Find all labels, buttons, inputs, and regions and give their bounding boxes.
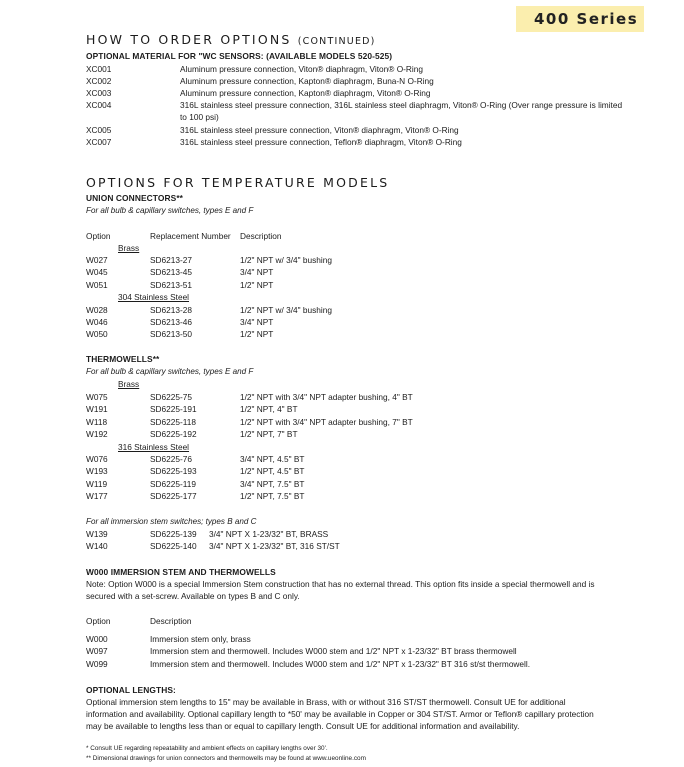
material-desc: 316L stainless steel pressure connection, Viton® diaphragm, Viton® O-Ring bbox=[180, 125, 459, 135]
group-label-brass: Brass bbox=[118, 379, 140, 389]
option-desc: 1/2" NPT bbox=[240, 329, 274, 339]
option-code: W027 bbox=[86, 255, 108, 265]
material-code: XC002 bbox=[86, 76, 112, 86]
option-code: W192 bbox=[86, 429, 108, 439]
material-desc: Aluminum pressure connection, Kapton® diaphragm, Buna-N O-Ring bbox=[180, 76, 434, 86]
series-badge: 400 Series bbox=[516, 6, 644, 32]
group-label-304-ss: 304 Stainless Steel bbox=[118, 292, 190, 302]
thermowells-heading: THERMOWELLS** bbox=[86, 354, 160, 364]
replacement-number: SD6213-46 bbox=[150, 317, 192, 327]
section-title-text: HOW TO ORDER OPTIONS bbox=[86, 32, 292, 47]
option-code: W099 bbox=[86, 659, 108, 669]
replacement-number: SD6213-50 bbox=[150, 329, 192, 339]
footnote-1: * Consult UE regarding repeatability and ambient effects on capillary lengths over 30'. bbox=[86, 745, 328, 752]
optional-lengths-heading: OPTIONAL LENGTHS: bbox=[86, 685, 176, 695]
replacement-number: SD6225-76 bbox=[150, 454, 192, 464]
replacement-number: SD6225-193 bbox=[150, 466, 197, 476]
option-code: W119 bbox=[86, 479, 108, 489]
col-description-header: Description bbox=[240, 231, 282, 241]
optional-material-heading: OPTIONAL MATERIAL FOR "WC SENSORS: (AVAILABLE MODELS 520-525) bbox=[86, 51, 393, 61]
option-desc: Immersion stem and thermowell. Includes W000 stem and 1/2" NPT x 1-23/32" BT brass thermowell bbox=[150, 646, 517, 656]
replacement-number: SD6225-192 bbox=[150, 429, 197, 439]
replacement-number: SD6213-51 bbox=[150, 280, 192, 290]
option-desc: 1/2" NPT, 4.5" BT bbox=[240, 466, 305, 476]
material-code: XC003 bbox=[86, 88, 112, 98]
material-desc: 316L stainless steel pressure connection, 316L stainless steel diaphragm, Viton® O-Ring (Over range pressure is limited bbox=[180, 100, 623, 110]
option-code: W177 bbox=[86, 491, 108, 501]
replacement-number: SD6213-28 bbox=[150, 305, 192, 315]
optional-lengths-line2: information and availability. Optional capillary length to *50' may be available in Copper or 304 ST/ST. Armor or Teflon® capillary protection bbox=[86, 709, 594, 719]
w000-heading: W000 IMMERSION STEM AND THERMOWELLS bbox=[86, 567, 276, 577]
material-code: XC004 bbox=[86, 100, 112, 110]
option-code: W075 bbox=[86, 392, 108, 402]
replacement-number: SD6225-140 bbox=[150, 541, 197, 551]
option-code: W139 bbox=[86, 529, 108, 539]
option-desc: 3/4" NPT bbox=[240, 317, 274, 327]
col-description-header: Description bbox=[150, 616, 192, 626]
w000-note-line1: Note: Option W000 is a special Immersion Stem construction that has no external thread. This option fits inside a special thermowell and is bbox=[86, 579, 595, 589]
option-code: W118 bbox=[86, 417, 108, 427]
replacement-number: SD6225-191 bbox=[150, 404, 197, 414]
option-desc: 3/4" NPT X 1-23/32" BT, 316 ST/ST bbox=[209, 541, 340, 551]
group-label-316-ss: 316 Stainless Steel bbox=[118, 442, 190, 452]
option-desc: 1/2" NPT, 7.5" BT bbox=[240, 491, 305, 501]
footnote-2: ** Dimensional drawings for union connectors and thermowells may be found at www.ueonline.com bbox=[86, 755, 366, 762]
option-desc: 1/2" NPT, 4" BT bbox=[240, 404, 298, 414]
immersion-note: For all immersion stem switches; types B and C bbox=[86, 517, 257, 526]
optional-lengths-line3: may be available to lengths less than or equal to capillary length. Consult UE for additional information and availability. bbox=[86, 721, 520, 731]
option-desc: 3/4" NPT, 4.5" BT bbox=[240, 454, 305, 464]
option-desc: 1/2" NPT, 7" BT bbox=[240, 429, 298, 439]
col-option-header: Option bbox=[86, 616, 111, 626]
group-label-brass: Brass bbox=[118, 243, 140, 253]
material-code: XC001 bbox=[86, 64, 112, 74]
option-desc: 1/2" NPT with 3/4" NPT adapter bushing, 4" BT bbox=[240, 392, 413, 402]
replacement-number: SD6213-27 bbox=[150, 255, 192, 265]
union-note: For all bulb & capillary switches, types E and F bbox=[86, 206, 254, 215]
optional-lengths-line1: Optional immersion stem lengths to 15" may be available in Brass, with or without 316 ST/ST thermowell. Consult UE for additional bbox=[86, 697, 566, 707]
w000-note-line2: secured with a set-screw. Available on types B and C only. bbox=[86, 591, 300, 601]
option-desc: Immersion stem and thermowell. Includes W000 stem and 1/2" NPT x 1-23/32" BT 316 st/st thermowell. bbox=[150, 659, 531, 669]
replacement-number: SD6213-45 bbox=[150, 267, 192, 277]
option-desc: 3/4" NPT, 7.5" BT bbox=[240, 479, 305, 489]
material-desc: Aluminum pressure connection, Viton® diaphragm, Viton® O-Ring bbox=[180, 64, 423, 74]
col-replacement-header: Replacement Number bbox=[150, 231, 231, 241]
material-desc: Aluminum pressure connection, Kapton® diaphragm, Viton® O-Ring bbox=[180, 88, 431, 98]
option-code: W046 bbox=[86, 317, 108, 327]
replacement-number: SD6225-139 bbox=[150, 529, 197, 539]
union-connectors-heading: UNION CONNECTORS** bbox=[86, 193, 184, 203]
option-code: W076 bbox=[86, 454, 108, 464]
replacement-number: SD6225-75 bbox=[150, 392, 192, 402]
col-option-header: Option bbox=[86, 231, 111, 241]
option-desc: 1/2" NPT bbox=[240, 280, 274, 290]
replacement-number: SD6225-177 bbox=[150, 491, 197, 501]
option-desc: 1/2" NPT w/ 3/4" bushing bbox=[240, 305, 332, 315]
section-title-order-options bbox=[86, 32, 376, 47]
option-desc: 3/4" NPT bbox=[240, 267, 274, 277]
option-code: W097 bbox=[86, 646, 108, 656]
option-desc: 3/4" NPT X 1-23/32" BT, BRASS bbox=[209, 529, 329, 539]
material-desc: 316L stainless steel pressure connection, Teflon® diaphragm, Viton® O-Ring bbox=[180, 137, 462, 147]
option-code: W191 bbox=[86, 404, 108, 414]
material-code: XC005 bbox=[86, 125, 112, 135]
material-code: XC007 bbox=[86, 137, 112, 147]
option-desc: 1/2" NPT w/ 3/4" bushing bbox=[240, 255, 332, 265]
thermowells-note: For all bulb & capillary switches, types E and F bbox=[86, 367, 254, 376]
option-code: W140 bbox=[86, 541, 108, 551]
replacement-number: SD6225-119 bbox=[150, 479, 196, 489]
section-title-temperature-options: OPTIONS FOR TEMPERATURE MODELS bbox=[86, 175, 390, 190]
option-code: W000 bbox=[86, 634, 108, 644]
option-code: W193 bbox=[86, 466, 108, 476]
option-code: W051 bbox=[86, 280, 108, 290]
option-code: W028 bbox=[86, 305, 108, 315]
option-code: W050 bbox=[86, 329, 108, 339]
option-desc: 1/2" NPT with 3/4" NPT adapter bushing, 7" BT bbox=[240, 417, 413, 427]
replacement-number: SD6225-118 bbox=[150, 417, 196, 427]
section-title-sub: (CONTINUED) bbox=[297, 36, 376, 47]
option-code: W045 bbox=[86, 267, 108, 277]
material-desc-cont: to 100 psi) bbox=[180, 112, 219, 122]
option-desc: Immersion stem only, brass bbox=[150, 634, 251, 644]
